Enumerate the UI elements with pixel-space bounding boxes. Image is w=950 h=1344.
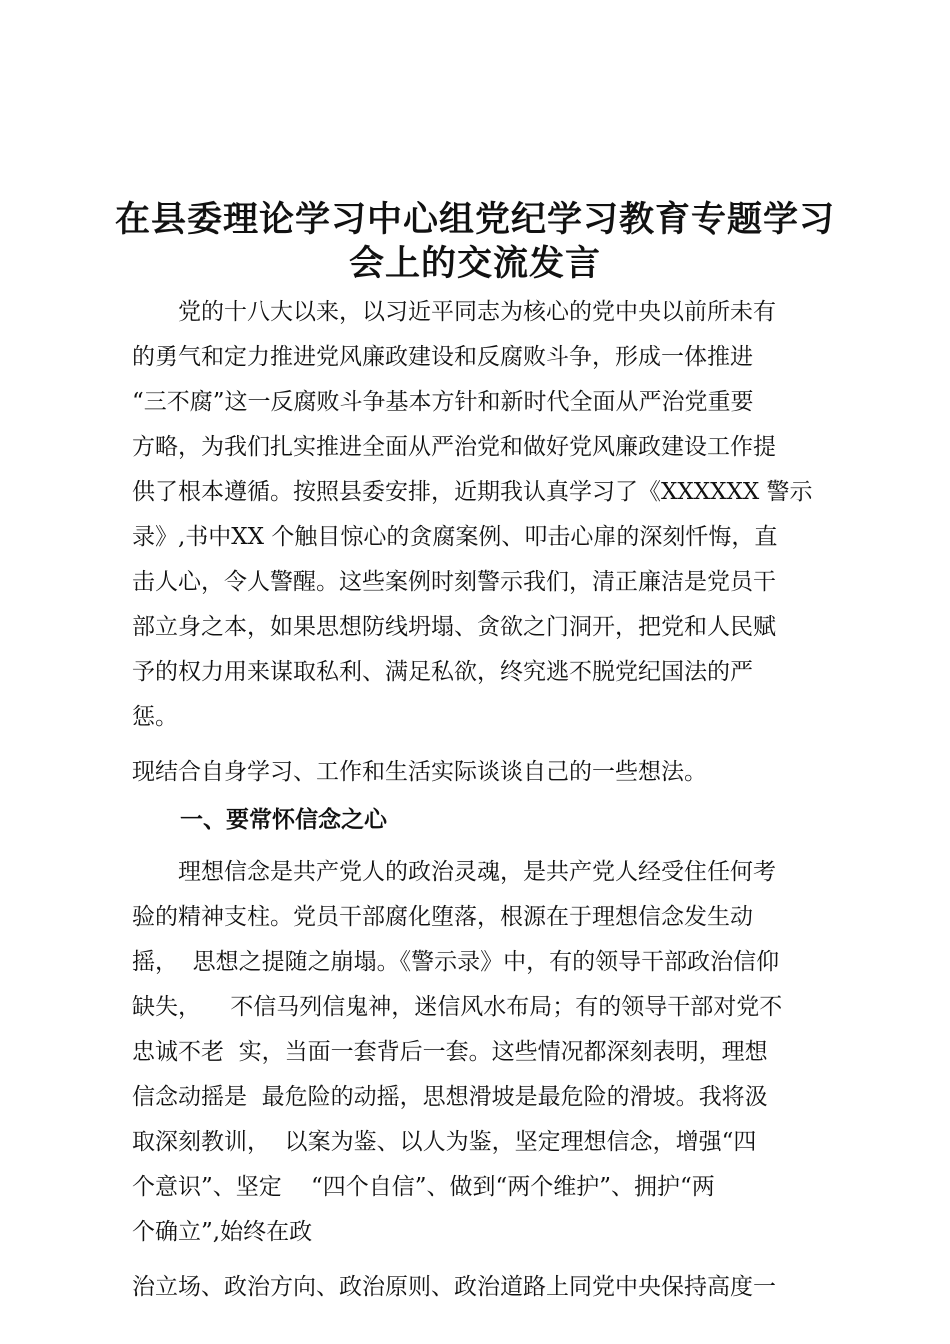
- paragraph-line: 方略，为我们扎实推进全面从严治党和做好党风廉政建设工作提: [132, 434, 776, 460]
- paragraph-line: 惩。: [132, 704, 178, 730]
- document-title-line-1: 在县委理论学习中心组党纪学习教育专题学习: [114, 200, 835, 240]
- paragraph-line: 录》,书中XX 个触目惊心的贪腐案例、叩击心扉的深刻忏悔，直: [132, 524, 778, 550]
- paragraph-line: “三不腐”这一反腐败斗争基本方针和新时代全面从严治党重要: [132, 389, 754, 415]
- paragraph-line: 缺失， 不信马列信鬼神，迷信风水布局；有的领导干部对党不: [132, 994, 783, 1020]
- paragraph-line: 理想信念是共产党人的政治灵魂，是共产党人经受住任何考: [132, 859, 776, 885]
- paragraph-line: 供了根本遵循。按照县委安排，近期我认真学习了《XXXXXX 警示: [132, 479, 813, 505]
- paragraph-line: 党的十八大以来，以习近平同志为核心的党中央以前所未有: [132, 299, 776, 325]
- paragraph-line: 个确立”,始终在政: [132, 1219, 313, 1245]
- paragraph-line: 部立身之本，如果思想防线坍塌、贪欲之门洞开，把党和人民赋: [132, 614, 776, 640]
- paragraph-line: 信念动摇是 最危险的动摇，思想滑坡是最危险的滑坡。我将汲: [132, 1084, 768, 1110]
- paragraph-line: 击人心，令人警醒。这些案例时刻警示我们，清正廉洁是党员干: [132, 569, 776, 595]
- paragraph-line: 取深刻教训， 以案为鉴、以人为鉴，坚定理想信念，增强“四: [132, 1129, 757, 1155]
- transition-paragraph: 现结合自身学习、工作和生活实际谈谈自己的一些想法。: [132, 759, 707, 785]
- paragraph-line: 予的权力用来谋取私利、满足私欲，终究逃不脱党纪国法的严: [132, 659, 753, 685]
- paragraph-line: 的勇气和定力推进党风廉政建设和反腐败斗争，形成一体推进: [132, 344, 753, 370]
- continuation-paragraph: 治立场、政治方向、政治原则、政治道路上同党中央保持高度一: [132, 1274, 776, 1300]
- paragraph-line: 个意识”、坚定 “四个自信”、做到“两个维护”、拥护“两: [132, 1174, 715, 1200]
- paragraph-line: 验的精神支柱。党员干部腐化堕落，根源在于理想信念发生动: [132, 904, 753, 930]
- section-heading: 一、要常怀信念之心: [180, 807, 387, 833]
- document-title-line-2: 会上的交流发言: [348, 244, 601, 284]
- paragraph-line: 摇， 思想之提随之崩塌。《警示录》中，有的领导干部政治信仰: [132, 949, 780, 975]
- paragraph-line: 忠诚不老 实，当面一套背后一套。这些情况都深刻表明，理想: [132, 1039, 768, 1065]
